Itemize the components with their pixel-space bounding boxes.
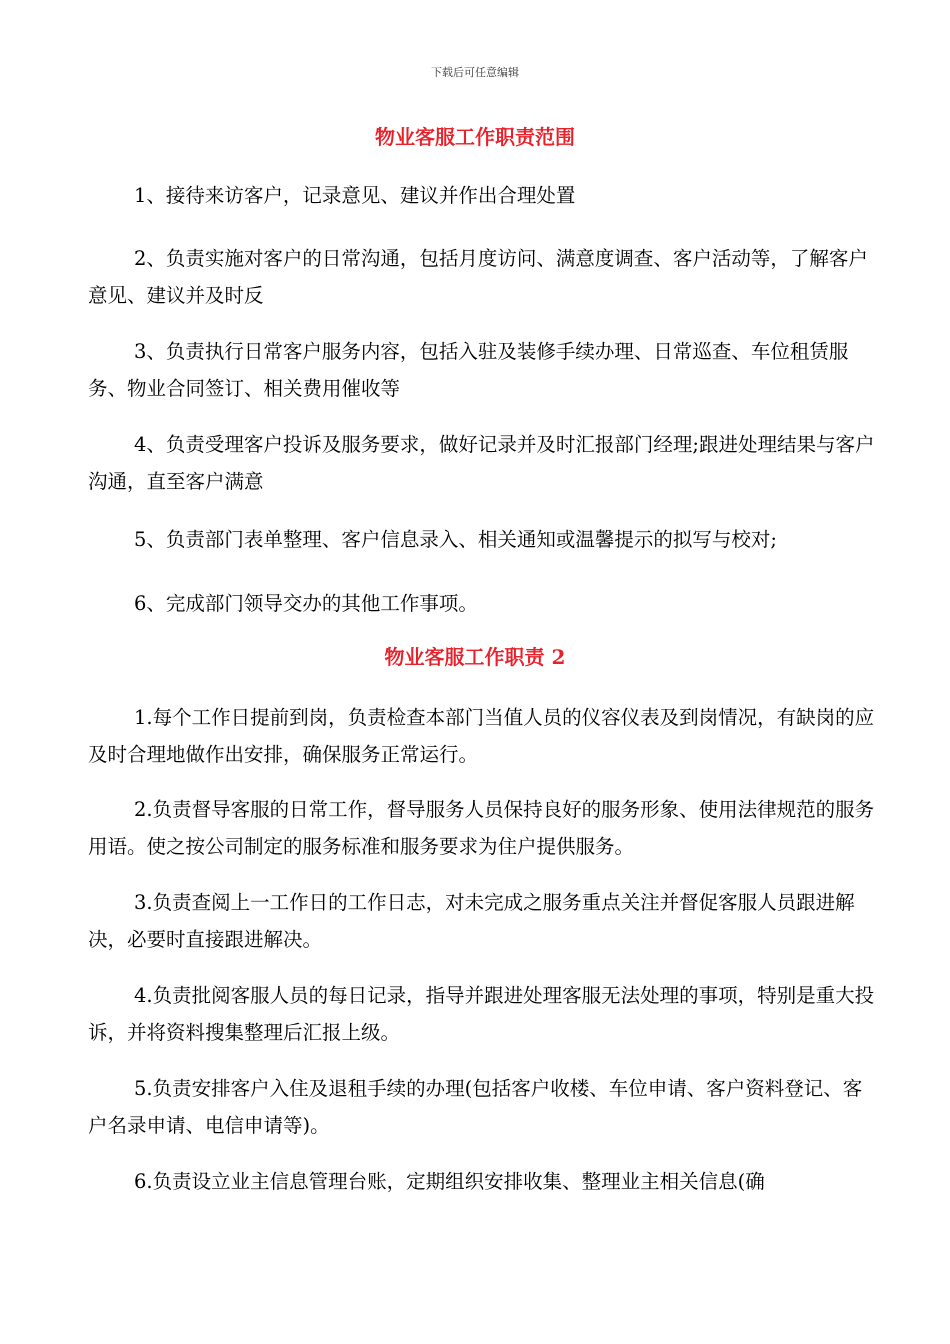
section2-item-3: 3.负责查阅上一工作日的工作日志，对未完成之服务重点关注并督促客服人员跟进解决，必要时直接跟进解决。 [88, 891, 855, 951]
section1-item-3: 3、负责执行日常客户服务内容，包括入驻及装修手续办理、日常巡查、车位租赁服务、物业合同签订、相关费用催收等 [88, 340, 849, 400]
section1-item-5: 5、负责部门表单整理、客户信息录入、相关通知或温馨提示的拟写与校对; [134, 528, 777, 551]
section-title-2: 物业客服工作职责 2 [384, 645, 566, 669]
section-title-1: 物业客服工作职责范围 [375, 125, 575, 149]
section1-item-4: 4、负责受理客户投诉及服务要求，做好记录并及时汇报部门经理;跟进处理结果与客户沟通，直至客户满意 [88, 433, 875, 493]
section2-item-2: 2.负责督导客服的日常工作，督导服务人员保持良好的服务形象、使用法律规范的服务用语。使之按公司制定的服务标准和服务要求为住户提供服务。 [88, 798, 875, 858]
section2-item-1: 1.每个工作日提前到岗，负责检查本部门当值人员的仪容仪表及到岗情况，有缺岗的应及时合理地做作出安排，确保服务正常运行。 [88, 706, 875, 766]
header-note: 下载后可任意编辑 [431, 66, 519, 79]
section1-item-6: 6、完成部门领导交办的其他工作事项。 [134, 592, 478, 615]
section1-item-1: 1、接待来访客户，记录意见、建议并作出合理处置 [134, 184, 576, 207]
section2-item-6: 6.负责设立业主信息管理台账，定期组织安排收集、整理业主相关信息(确 [134, 1170, 765, 1193]
section2-item-5: 5.负责安排客户入住及退租手续的办理(包括客户收楼、车位申请、客户资料登记、客户名录申请、电信申请等)。 [88, 1077, 863, 1137]
section1-item-2: 2、负责实施对客户的日常沟通，包括月度访问、满意度调查、客户活动等，了解客户意见、建议并及时反 [88, 247, 868, 307]
section2-item-4: 4.负责批阅客服人员的每日记录，指导并跟进处理客服无法处理的事项，特别是重大投诉，并将资料搜集整理后汇报上级。 [88, 984, 875, 1044]
